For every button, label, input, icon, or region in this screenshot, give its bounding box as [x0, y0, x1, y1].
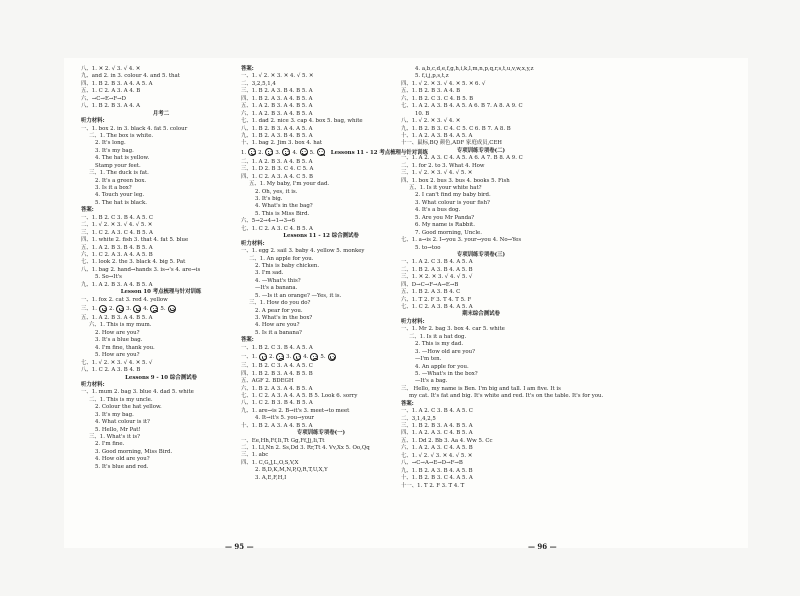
sad-face-icon: [276, 353, 284, 361]
answer-line: 四、1. A 2. A 3. C 4. B 5. A: [401, 430, 473, 437]
face-number: 5.: [160, 306, 166, 312]
subsection-label: 听力材料:: [241, 240, 265, 247]
answer-line: 九、1. B 2. B 3. C 4. C 5. C 6. B 7. A 8. B: [401, 125, 511, 132]
answer-line: 2. This is my dad.: [415, 341, 464, 348]
answer-line: 4. I'm fine, thank you.: [95, 344, 155, 351]
answer-line: 4. How are you?: [255, 322, 300, 329]
face-row-label: 三、: [81, 306, 92, 312]
answer-line: 三、1. B 2. B 3. A 4. B 5. A: [401, 423, 473, 429]
answer-line: 一、1. √ 2. ✕ 3. ✕ 4. √ 5. ✕: [241, 73, 314, 80]
answer-line: 八、1. B 2. B 3. A 4. A 5. A: [241, 125, 313, 132]
answer-line: 三、1. How do you do?: [249, 300, 311, 307]
answer-line: 2. This is baby chicken.: [255, 262, 320, 269]
answer-line: 2. It's a green box.: [95, 177, 147, 184]
answer-line: 十、1. A 2. A 3. B 4. A 5. A: [401, 132, 473, 139]
answer-line: 2. Oh, yes, it is.: [255, 188, 298, 195]
answer-line: 5. How are you?: [95, 352, 140, 359]
answer-line: 3. It's a blue bag.: [95, 337, 143, 344]
face-number: 3.: [286, 354, 292, 361]
answer-line: 2. How are you?: [95, 329, 140, 336]
answer-line: 5. So→It's: [95, 274, 122, 281]
column-left: [81, 66, 241, 471]
answer-line: 五、1. A 2. B 3. B 4. B 5. A: [81, 244, 153, 251]
answer-line: 一、1. egg 2. sail 3. baby 4. yellow 5. monkey: [241, 248, 365, 255]
answer-line: 3. Is it a box?: [95, 185, 132, 191]
subsection-label: 听力材料:: [81, 381, 105, 388]
answer-line: 十一、鼠标,BQ 颜色,ADF 家庭成员,CEH: [401, 140, 502, 147]
answer-line: 六、5→2→4→1→3→6: [241, 218, 295, 225]
answer-line: 八、1. C 2. A 3. B 4. B: [81, 367, 141, 374]
answer-line: 三、1. D 2. B 3. C 4. C 5. A: [241, 166, 314, 173]
answer-line: 九、1. A 2. B 3. A 4. B 5. A: [81, 281, 153, 288]
answer-line: 二、1. An apple for you.: [249, 255, 314, 262]
face-number: 1.: [241, 149, 247, 156]
section-heading: Lessons 9 - 10 综合测试卷: [125, 374, 197, 381]
sad-face-icon: [317, 148, 325, 156]
smiley-face-icon: [300, 148, 308, 156]
answer-line: 六、1. B 2. A 3. A 4. B 5. A: [241, 385, 313, 392]
answer-line: 五、1. Is it your white hat?: [409, 185, 482, 191]
answer-line: 一、1. B 2. C 3. B 4. A 5. A: [241, 344, 313, 351]
answer-line: 六、1. C 2. A 3. A 4. A 5. B: [81, 251, 153, 258]
face-number: 5.: [320, 354, 326, 361]
smiley-face-icon: [116, 305, 124, 313]
answer-line: 九、and 2. in 3. colour 4. and 5. that: [81, 73, 180, 80]
smiley-face-icon: [259, 353, 267, 361]
sad-face-icon: [150, 305, 158, 313]
answer-line: 一、1. A 2. C 3. B 4. A 5. A: [401, 259, 473, 266]
answer-line: 十一、1. T 2. F 3. T 4. T: [401, 482, 465, 489]
answer-line: 4. It→it's 5. you→your: [255, 415, 314, 422]
answer-line: 四、1. white 2. fish 3. that 4. fat 5. blue: [81, 237, 189, 244]
answer-line: 七、1. dad 2. nice 3. cap 4. box 5. bag, white: [241, 118, 363, 125]
smiley-face-icon: [265, 148, 273, 156]
smiley-face-icon: [293, 353, 301, 361]
answer-line: 五、1. A 2. B 3. A 4. B 5. A: [241, 103, 313, 110]
answer-line: 5. Hello, Mr Pat!: [95, 426, 141, 433]
answer-line: Stamp your feet.: [95, 162, 141, 169]
sad-face-icon: [310, 353, 318, 361]
answer-line: 三、1. abc: [241, 452, 269, 459]
answer-line: 4. An apple for you.: [415, 363, 469, 370]
answer-line: 六、1. This is my mum.: [89, 322, 152, 329]
answer-line: 2. I can't find my baby bird.: [415, 192, 491, 199]
answer-line: 4. a,b,c,d,e,f,g,h,i,k,l,m,n,p,q,r,s,t,u,v,w,x,y,z: [415, 66, 534, 72]
answer-line: 三、 Hello, my name is Ben. I'm big and tall. I am five. It is: [401, 385, 561, 392]
answer-line: 二、3,2,5,1,4: [241, 80, 276, 87]
answer-line: 3. It's big.: [255, 196, 283, 202]
answer-line: 七、1. C 2. A 3. C 4. B 5. A: [241, 225, 313, 232]
answer-line: 七、1. A 2. A 3. B 4. A 5. A 6. B 7. A 8. A 9. C: [401, 103, 523, 110]
page-number-left: — 95 —: [225, 542, 254, 551]
face-row: [241, 352, 401, 363]
answer-line: 一、1. box 2. in 3. black 4. fat 5. colour: [81, 125, 188, 132]
answer-line: 一、1. fox 2. cat 3. red 4. yellow: [81, 296, 168, 303]
answer-line: 九、1. B 2. A 3. B 4. B 5. A: [241, 132, 313, 139]
answer-line: 十、1. B 2. B 3. C 4. A 5. A: [401, 475, 473, 482]
answer-line: 四、1. B 2. A 3. A 4. B 5. A: [241, 95, 313, 102]
answer-line: 4. How old are you?: [95, 456, 150, 463]
answer-line: 2. A pear for you.: [255, 307, 303, 314]
answer-line: 三、1. C 2. A 3. C 4. B 5. A: [81, 229, 153, 236]
section-heading: Lessons 11 - 12 综合测试卷: [283, 233, 359, 240]
answer-line: 六、1. A 2. B 3. A 4. B 5. A: [241, 110, 313, 117]
answer-line: 5. It's blue and red.: [95, 463, 149, 470]
answer-line: 六、→C→E→F→D: [81, 95, 126, 102]
answer-line: 九、1. B 2. A 3. B 4. A 5. B: [401, 467, 473, 474]
answer-line: my cat. It's fat and big. It's white and red. It's on the table. It's for you.: [409, 393, 604, 400]
answer-line: 5. f,i,j,p,s,t,z: [415, 73, 449, 80]
answer-line: 二、3,1,4,2,5: [401, 415, 436, 422]
answer-line: 五、AGF 2. BDEGH: [241, 378, 294, 385]
answer-line: 五、1. B 2. B 3. A 4. B: [401, 88, 461, 95]
answer-line: 二、1. Is it a hat dog.: [409, 333, 467, 340]
answer-line: 一、Ee,Hh,Ff,Ii,Tt Gg,Ff,Jj,Ii,Tt: [241, 437, 325, 444]
answer-line: 5. to→too: [415, 244, 441, 251]
answer-line: 八、1. bag 2. hand→hands 3. is→'s 4. are→is: [81, 266, 201, 273]
subsection-label: 听力材料:: [401, 318, 425, 325]
face-row: [81, 304, 241, 315]
column-right: [401, 66, 604, 490]
face-number: 5.: [309, 149, 315, 156]
face-row-label: 一、: [241, 354, 252, 361]
answer-line: 六、1. A 2. A 3. C 4. A 5. B: [401, 445, 473, 452]
answer-line: 四、1. B 2. B 3. A 4. A 5. A: [81, 80, 153, 87]
answer-line: 7. Good morning, Uncle.: [415, 229, 482, 236]
smiley-face-icon: [248, 148, 256, 156]
answer-line: 四、1. B 2. B 3. A 4. B 5. B: [241, 370, 313, 377]
answer-line: 4. What's in the bag?: [255, 203, 313, 210]
answer-line: 四、D→C→F→A→E→B: [401, 281, 459, 288]
section-heading: 月考二: [152, 110, 170, 117]
answer-line: 一、1. B 2. C 3. B 4. A 5. C: [81, 214, 153, 221]
answer-line: 七、1. √ 2. ✕ 3. √ 4. ✕ 5. √: [81, 359, 153, 366]
answer-line: 5. Are you Mr Panda?: [415, 214, 475, 221]
face-number: 1.: [91, 306, 97, 312]
answer-line: 三、1. ✕ 2. ✕ 3. √ 4. √ 5. √: [401, 274, 473, 281]
answer-line: 八、→C→A→E→D→F→B: [401, 460, 463, 467]
answer-line: 九、1. are→is 2. B→it's 3. meet→to meet: [241, 407, 350, 414]
answer-line: 2. B,D,K,M,N,P,Q,R,T,U,X,Y: [255, 467, 328, 474]
answer-line: 二、1. √ 2. ✕ 3. √ 4. √ 5. ✕: [81, 222, 153, 229]
answer-line: 十、1. B 2. A 3. A 4. B 5. A: [241, 422, 313, 429]
answer-line: 七、1. look 2. the 3. black 4. big 5. Pat: [81, 259, 186, 266]
answer-line: 4. Touch your leg.: [95, 192, 145, 199]
answer-line: 五、1. C 2. A 3. A 4. B: [81, 88, 141, 95]
page-number-right: — 96 —: [528, 542, 557, 551]
answer-line: 3. —How old are you?: [415, 348, 476, 355]
face-number: 4.: [143, 306, 149, 312]
answer-line: 十、1. bag 2. Jim 3. box 4. hat: [241, 140, 323, 147]
section-heading: 专项训练专项卷(一): [296, 430, 346, 437]
face-row: [241, 148, 428, 159]
answer-line: 2. It's long.: [95, 140, 126, 147]
answer-line: 八、1. B 2. B 3. A 4. A: [81, 103, 141, 110]
answer-line: 5. —What's in the box?: [415, 370, 478, 377]
answer-line: 二、1. Ll,Nn 2. Ss,Dd 3. Rr,Tt 4. Vv,Xx 5. Oo,Qq: [241, 445, 370, 451]
answer-line: 二、1. This is my uncle.: [89, 396, 153, 403]
section-heading: Lessons 11 - 12 考点梳理与针对训练: [330, 149, 428, 156]
face-number: 2.: [268, 354, 275, 361]
answer-line: —It's a banana.: [255, 285, 298, 292]
answer-line: 一、1. A 2. C 3. B 4. A 5. C: [401, 408, 473, 415]
answer-line: 二、1. A 2. B 3. A 4. B 5. A: [241, 158, 313, 165]
answer-line: 二、1. The box is white.: [89, 132, 154, 139]
answer-line: 七、1. C 2. A 3. A 4. A 5. B 5. Look 6. sorry: [241, 392, 358, 399]
answer-line: 三、1. The duck is fat.: [89, 170, 149, 177]
smiley-face-icon: [133, 305, 141, 313]
answer-line: —I'm ten.: [415, 356, 442, 363]
answer-line: 3. What's in the box?: [255, 315, 313, 321]
answer-line: 5. Is it a banana?: [255, 329, 302, 336]
answer-line: 3. It's my bag.: [95, 147, 134, 154]
answer-line: 5. The hat is black.: [95, 199, 147, 206]
answer-line: 3. Good morning, Miss Bird.: [95, 448, 173, 455]
answer-line: 四、1. √ 2. ✕ 3. √ 4. ✕ 5. ✕ 6. √: [401, 80, 486, 87]
subsection-label: 答案:: [241, 337, 254, 344]
answer-line: 六、1. T 2. F 3. T 4. T 5. F: [401, 296, 472, 303]
answer-line: 2. Colour the hat yellow.: [95, 404, 162, 411]
section-heading: 专项训练专项卷(二): [456, 147, 506, 154]
answer-line: 八、1. √ 2. ✕ 3. √ 4. ✕: [401, 118, 461, 125]
face-number: 2.: [108, 306, 115, 312]
answer-line: 3. It's my bag.: [95, 411, 134, 418]
smiley-face-icon: [328, 353, 336, 361]
answer-line: 4. The hat is yellow.: [95, 155, 150, 162]
answer-line: 六、1. B 2. C 3. C 4. B 5. B: [401, 95, 474, 102]
answer-line: 七、1. √ 2. √ 3. ✕ 4. √ 5. ✕: [401, 452, 473, 459]
subsection-label: 答案:: [401, 400, 414, 407]
subsection-label: 听力材料:: [81, 118, 105, 125]
answer-line: 10. B: [415, 110, 430, 117]
answer-line: 3. A,E,F,H,I: [255, 474, 287, 481]
face-number: 3.: [275, 149, 281, 156]
answer-line: 4. It's a bus dog.: [415, 207, 461, 214]
answer-line: 八、1. ✕ 2. √ 3. √ 4. ✕: [81, 66, 141, 72]
answer-line: 三、1. √ 2. ✕ 3. √ 4. √ 5. ✕: [401, 170, 473, 177]
subsection-label: 答案:: [241, 66, 254, 72]
answer-line: 一、1. Mr 2. bag 3. box 4. car 5. white: [401, 326, 505, 333]
answer-line: 五、1. My baby, I'm your dad.: [249, 181, 330, 188]
face-number: 4.: [303, 354, 309, 361]
answer-line: 一、1. A 2. A 3. C 4. A 5. A 6. A 7. B 8. A 9. C: [401, 155, 523, 162]
subsection-label: 答案:: [81, 207, 94, 214]
answer-line: —It's a bag.: [415, 378, 448, 385]
answer-line: 三、1. B 2. A 3. B 4. B 5. A: [241, 88, 313, 95]
answer-line: 二、1. B 2. A 3. B 4. A 5. B: [401, 266, 473, 273]
answer-line: 2. I'm fine.: [95, 441, 125, 448]
answer-line: 四、1. C 2. A 3. A 4. C 5. B: [241, 173, 313, 180]
face-number: 1.: [251, 354, 257, 361]
face-number: 2.: [258, 149, 264, 156]
answer-line: 七、1. a→is 2. I→you 3. your→you 4. No→Yes: [401, 237, 522, 244]
face-number: 4.: [292, 149, 298, 156]
answer-line: 3. I'm sad.: [255, 270, 284, 277]
section-heading: Lesson 10 考点梳理与针对训练: [120, 289, 202, 296]
answer-line: 四、1. box 2. bus 3. bus 4. books 5. Fish: [401, 177, 510, 184]
answer-line: 6. My name is Rabbit.: [415, 222, 475, 229]
answer-line: 一、1. mum 2. bag 3. blue 4. dad 5. white: [81, 389, 194, 396]
smiley-face-icon: [168, 305, 176, 313]
face-number: 3.: [126, 306, 132, 312]
answer-line: 八、1. C 2. B 3. B 4. B 5. A: [241, 400, 313, 407]
answer-line: 5. —Is it an orange? —Yes, it is.: [255, 292, 342, 299]
section-heading: 期末综合测试卷: [462, 311, 500, 318]
answer-line: 三、1. What's it is?: [89, 434, 140, 440]
answer-line: 五、1. Dd 2. Bb 3. Aa 4. Ww 5. Cc: [401, 437, 493, 444]
answer-line: 4. What colour is it?: [95, 419, 150, 426]
smiley-face-icon: [99, 305, 107, 313]
answer-line: 3. What colour is your fish?: [415, 199, 490, 206]
answer-line: 五、1. B 2. A 3. B 4. C: [401, 289, 461, 296]
section-heading: 专项训练专项卷(三): [456, 251, 506, 258]
answer-line: 三、1. B 2. C 3. A 4. A 5. C: [241, 363, 313, 370]
answer-line: 五、1. A 2. B 3. A 4. B 5. A: [81, 315, 153, 321]
answer-line: 4. —What's this?: [255, 277, 301, 284]
answer-line: 七、1. C 2. A 3. B 4. A 5. A: [401, 304, 473, 310]
answer-line: 5. This is Miss Bird.: [255, 210, 310, 217]
smiley-face-icon: [282, 148, 290, 156]
answer-line: 四、1. C,G,J,L,O,S,V,X: [241, 459, 299, 466]
answer-line: 二、1. for 2. to 3. What 4. How: [401, 162, 485, 169]
